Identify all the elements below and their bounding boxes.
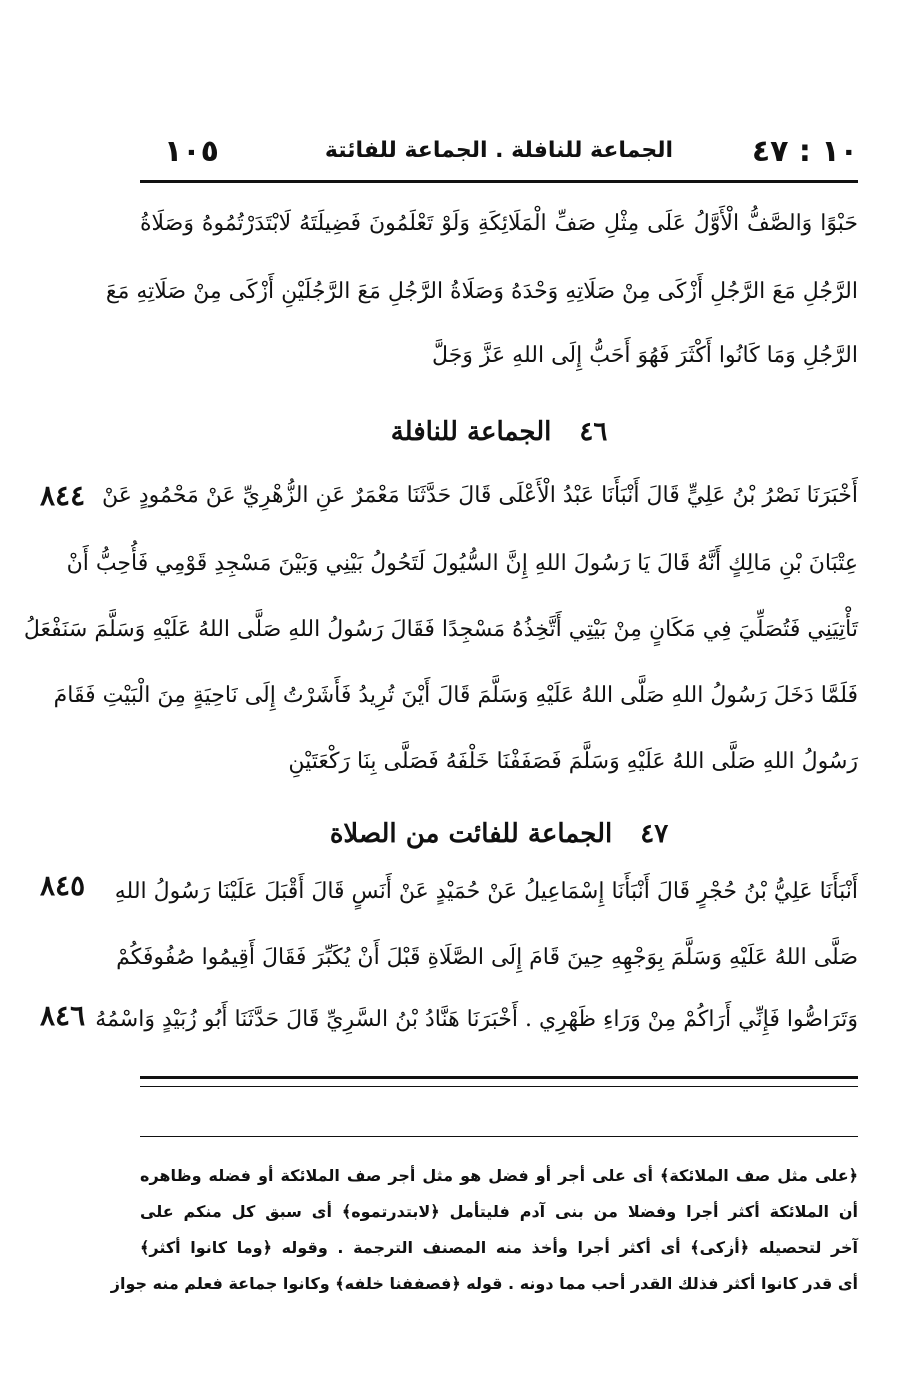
section-title: الجماعة للفائت من الصلاة — [329, 819, 613, 849]
text-line: الرَّجُلِ وَمَا كَانُوا أَكْثَرَ فَهُوَ أَحَبُّ إِلَى اللهِ عَزَّ وَجَلَّ — [432, 343, 858, 368]
text-line: عِتْبَانَ بْنِ مَالِكٍ أَنَّهُ قَالَ يَا رَسُولَ اللهِ إِنَّ السُّيُولَ لَتَحُولُ بَيْنِي وَبَيْنَ مَسْجِدِ قَوْمِي فَأُحِبُّ أَنْ — [66, 551, 858, 576]
header-rule — [140, 180, 858, 183]
footnote-line: أن الملائكة أكثر أجرا وفضلا من بنى آدم فليتأمل ﴿لابتدرتموه﴾ أى سبق كل منكم على — [140, 1202, 858, 1221]
section-heading — [140, 404, 858, 460]
text-line: صَلَّى اللهُ عَلَيْهِ وَسَلَّمَ بِوَجْهِهِ حِينَ قَامَ إِلَى الصَّلَاةِ قَبْلَ أَنْ يُكَبِّرَ فَقَالَ أَقِيمُوا صُفُوفَكُمْ — [116, 945, 858, 970]
footnote-line: آخر لتحصيله ﴿أزكى﴾ أى أكثر أجرا وأخذ منه المصنف الترجمة . وقوله ﴿وما كانوا أكثر﴾ — [140, 1238, 858, 1257]
section-number: ٤٧ — [640, 819, 669, 849]
footnote-separator — [140, 1076, 858, 1079]
running-title: الجماعة للنافلة . الجماعة للفائتة — [324, 138, 674, 163]
page-header — [140, 130, 858, 178]
chapter-reference: ١٠ : ٤٧ — [751, 134, 858, 169]
text-line: أَخْبَرَنَا نَصْرُ بْنُ عَلِيٍّ قَالَ أَنْبَأَنَا عَبْدُ الْأَعْلَى قَالَ حَدَّثَنَا مَعْمَرٌ عَنِ الزُّهْرِيِّ عَنْ مَحْمُودٍ عَنْ — [102, 483, 858, 508]
footnote-rule — [140, 1136, 858, 1137]
footnote-line: ﴿على مثل صف الملائكة﴾ أى على أجر أو فضل هو مثل أجر صف الملائكة أو فضله وظاهره — [140, 1166, 858, 1185]
text-line: رَسُولُ اللهِ صَلَّى اللهُ عَلَيْهِ وَسَلَّمَ فَصَفَفْنَا خَلْفَهُ فَصَلَّى بِنَا رَكْعَتَيْنِ — [288, 749, 858, 774]
section-number: ٤٦ — [579, 417, 608, 447]
page-number: ١٠٥ — [164, 134, 219, 169]
text-line: أَنْبَأَنَا عَلِيُّ بْنُ حُجْرٍ قَالَ أَنْبَأَنَا إِسْمَاعِيلُ عَنْ حُمَيْدٍ عَنْ أَنَسٍ قَالَ أَقْبَلَ عَلَيْنَا رَسُولُ اللهِ — [114, 879, 858, 904]
section-title: الجماعة للنافلة — [390, 417, 552, 447]
hadith-number: ٨٤٥ — [40, 869, 86, 902]
hadith-number: ٨٤٦ — [40, 999, 86, 1032]
text-line: فَلَمَّا دَخَلَ رَسُولُ اللهِ صَلَّى اللهُ عَلَيْهِ وَسَلَّمَ قَالَ أَيْنَ تُرِيدُ فَأَشَرْتُ إِلَى نَاحِيَةٍ مِنَ الْبَيْتِ فَقَامَ — [53, 683, 858, 708]
text-line: تَأْتِيَنِي فَتُصَلِّيَ فِي مَكَانٍ مِنْ بَيْتِي أَتَّخِذُهُ مَسْجِدًا فَقَالَ رَسُولُ اللهِ صَلَّى اللهُ عَلَيْهِ وَسَلَّمَ سَنَفْعَلُ — [23, 617, 858, 642]
text-line: وَتَرَاصُّوا فَإِنِّي أَرَاكُمْ مِنْ وَرَاءِ ظَهْرِي . أَخْبَرَنَا هَنَّادُ بْنُ السَّرِيِّ قَالَ حَدَّثَنَا أَبُو زُبَيْدٍ وَاسْمُهُ — [95, 1007, 858, 1032]
text-line: حَبْوًا وَالصَّفُّ الْأَوَّلُ عَلَى مِثْلِ صَفِّ الْمَلَائِكَةِ وَلَوْ تَعْلَمُونَ فَضِيلَتَهُ لَابْتَدَرْتُمُوهُ وَصَلَاةُ — [140, 211, 858, 236]
hadith-number: ٨٤٤ — [40, 479, 86, 512]
footnote-separator-inner — [140, 1086, 858, 1087]
section-heading — [140, 806, 858, 862]
text-line: الرَّجُلِ مَعَ الرَّجُلِ أَزْكَى مِنْ صَلَاتِهِ وَحْدَهُ وَصَلَاةُ الرَّجُلِ مَعَ الرَّجُلَيْنِ أَزْكَى مِنْ صَلَاتِهِ مَعَ — [105, 279, 858, 304]
footnote-line: أى قدر كانوا أكثر فذلك القدر أحب مما دونه . قوله ﴿فصففنا خلفه﴾ وكانوا جماعة فعلم منه جواز — [110, 1274, 858, 1293]
